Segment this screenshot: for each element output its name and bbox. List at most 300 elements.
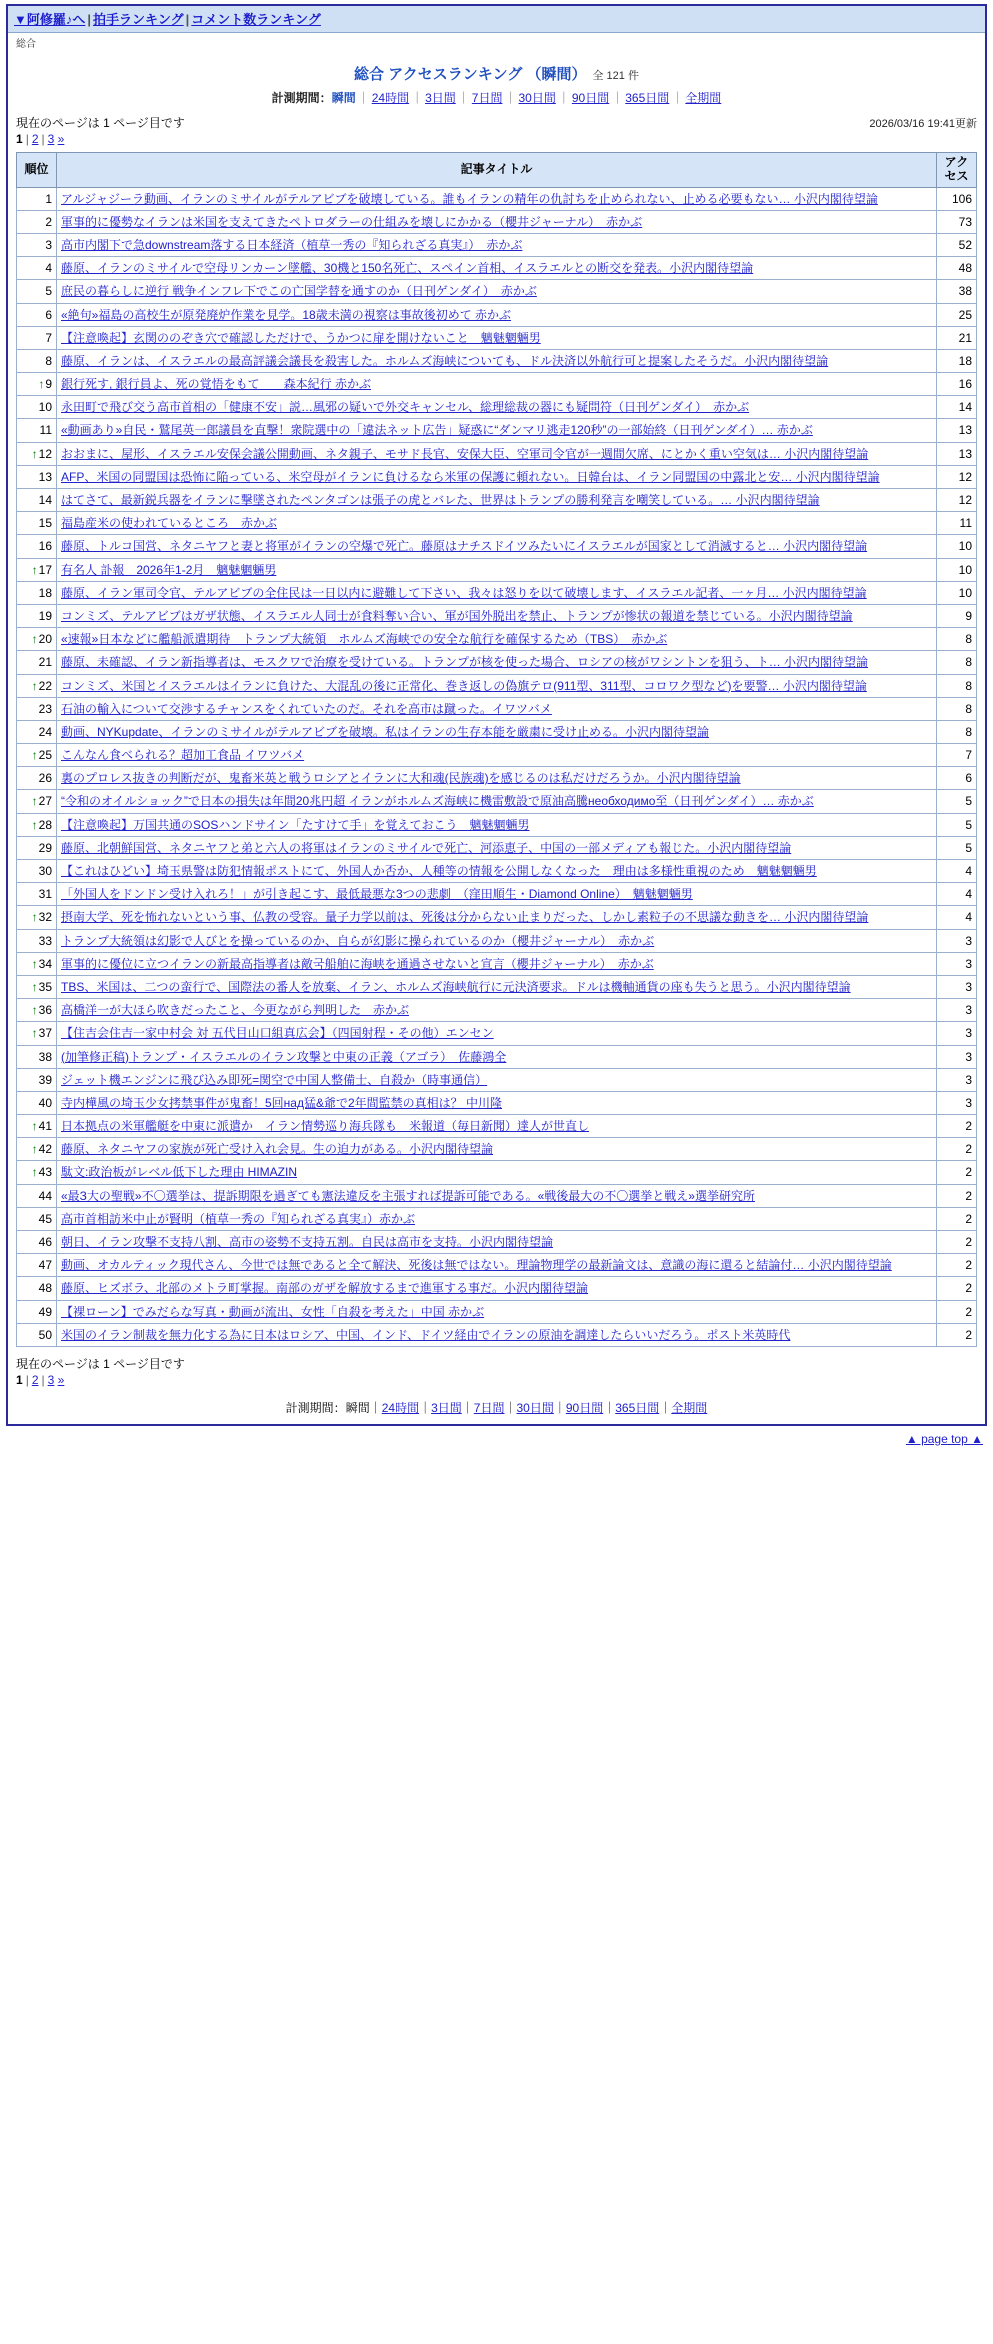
article-title-cell <box>57 1138 937 1161</box>
period-all-bottom[interactable]: 全期間 <box>671 1400 708 1415</box>
article-title-link[interactable]: «絶句»福島の高校生が原発廃炉作業を見学。18歳未満の視察は事故後初めて 赤かぶ <box>61 307 512 322</box>
rank-cell <box>17 512 57 535</box>
rank-cell <box>17 720 57 743</box>
rank-cell <box>17 1184 57 1207</box>
article-title-cell <box>57 975 937 998</box>
article-title-link[interactable]: アルジャジーラ動画、イランのミサイルがテルアビブを破壊している。誰もイランの精年の仇討ちを止められない、止める必要もない… 小沢内閣待望論 <box>61 191 878 206</box>
article-title-link[interactable]: 藤原、ヒズボラ、北部のメトラ町掌握。南部のガザを解放するまで進軍する事だ。小沢内閣待望論 <box>61 1281 589 1296</box>
rank-number: 21 <box>38 655 52 670</box>
rank-number: 14 <box>38 493 52 508</box>
table-row <box>17 1323 977 1346</box>
period-24h-bottom[interactable]: 24時間 <box>381 1400 420 1415</box>
article-title-cell <box>57 442 937 465</box>
rank-cell <box>17 883 57 906</box>
period-30d-bottom[interactable]: 30日間 <box>516 1400 554 1415</box>
status-bar-top <box>8 112 985 131</box>
rank-cell <box>17 581 57 604</box>
rank-number: 49 <box>38 1304 52 1319</box>
article-title-link[interactable]: TBS、米国は、二つの蛮行で、国際法の番人を放棄、イラン、ホルムズ海峡航行に元決済要求。ドルは機軸通貨の座も失うと思う。小沢内閣待望論 <box>61 979 851 994</box>
table-row <box>17 1091 977 1114</box>
rank-cell <box>17 1254 57 1277</box>
access-count-cell: 2 <box>937 1277 977 1300</box>
access-count-cell: 10 <box>937 558 977 581</box>
rank-cell <box>17 396 57 419</box>
rank-cell <box>17 373 57 396</box>
article-title-link[interactable]: 軍事的に優勢なイランは米国を支えてきたペトロダラーの仕組みを壊しにかかる（櫻井ジャーナル） 赤かぶ <box>61 214 643 229</box>
period-sep-t2: ｜ <box>411 91 424 105</box>
access-count-cell: 13 <box>937 419 977 442</box>
access-count-cell: 106 <box>937 187 977 210</box>
period-7d-bottom[interactable]: 7日間 <box>473 1400 505 1415</box>
pager-sep-t2: | <box>41 132 45 146</box>
article-title-cell <box>57 512 937 535</box>
period-sep-b3: ｜ <box>461 1400 474 1415</box>
nav-link-clap-ranking[interactable]: 拍手ランキング <box>93 12 184 27</box>
article-title-link[interactable]: 動画、NYKupdate、イランのミサイルがテルアビブを破壊。私はイランの生存本能を厳粛に受け止める。小沢内閣待望論 <box>61 724 709 739</box>
period-sep-b6: ｜ <box>603 1400 616 1415</box>
period-sep-b7: ｜ <box>659 1400 672 1415</box>
table-row <box>17 744 977 767</box>
nav-link-asyura[interactable]: ▼阿修羅♪へ <box>14 12 86 27</box>
article-title-cell <box>57 187 937 210</box>
article-title-link[interactable]: コンミズ、米国とイスラエルはイランに負けた、大混乱の後に正常化、巻き返しの偽旗テロ(911型、311型、コロワク型など)を要警… 小沢内閣待望論 <box>61 678 867 693</box>
rank-cell <box>17 1045 57 1068</box>
article-title-link[interactable]: 【注意喚起】玄関ののぞき穴で確認しただけで、うかつに扉を開けないこと 魑魅魍魎男 <box>61 330 541 345</box>
period-24h-top[interactable]: 24時間 <box>371 91 410 105</box>
article-title-link[interactable]: «動画あり»自民・鷲尾英一郎議員を直撃！衆院選中の「違法ネット広告」疑惑に“ダンマリ逃走120秒”の一部始終（日刊ゲンダイ）… 赤かぶ <box>61 423 813 438</box>
table-row <box>17 512 977 535</box>
rank-number: 3 <box>45 237 52 252</box>
access-count-cell: 8 <box>937 651 977 674</box>
top-navigation <box>8 6 985 33</box>
article-title-cell <box>57 883 937 906</box>
article-title-cell <box>57 1115 937 1138</box>
nav-link-comment-ranking[interactable]: コメント数ランキング <box>191 12 321 27</box>
article-title-link[interactable]: はてさて、最新鋭兵器をイランに撃墜されたペンタゴンは張子の虎とバレた、世界はトランプの勝利発言を嘲笑している。… 小沢内閣待望論 <box>61 493 820 508</box>
access-count-cell: 4 <box>937 906 977 929</box>
pager-sep-t1: | <box>25 132 29 146</box>
article-title-link[interactable]: 【裸ローン】でみだらな写真・動画が流出、女性「自殺を考えた」中国 赤かぶ <box>61 1304 485 1319</box>
article-title-link[interactable]: 動画、オカルティック現代さん、今世では無であると全て解決、死後は無ではない。理論物理学の最新論文は、意識の海に還ると結論付… 小沢内閣待望論 <box>61 1258 892 1273</box>
pager-current-bottom: 1 <box>16 1372 23 1387</box>
article-title-cell <box>57 465 937 488</box>
rank-number: 45 <box>38 1211 52 1226</box>
article-title-link[interactable]: 駄文:政治板がレベル低下した理由 HIMAZIN <box>61 1165 297 1180</box>
rank-up-arrow-icon: ↑ <box>31 1165 38 1180</box>
rank-cell <box>17 303 57 326</box>
table-row <box>17 906 977 929</box>
table-row <box>17 720 977 743</box>
article-title-cell <box>57 906 937 929</box>
rank-cell <box>17 744 57 767</box>
period-sep-t5: ｜ <box>557 91 570 105</box>
table-row <box>17 604 977 627</box>
rank-number: 6 <box>45 307 52 322</box>
rank-cell <box>17 1161 57 1184</box>
rank-cell <box>17 628 57 651</box>
period-selector-top <box>8 86 985 112</box>
article-title-link[interactable]: 藤原、イランのミサイルで空母リンカーン墜艦、30機と150名死亡、スペイン首相、イスラエルとの断交を発表。小沢内閣待望論 <box>61 261 754 276</box>
period-sep-b5: ｜ <box>553 1400 566 1415</box>
col-header-rank: 順位 <box>17 153 57 188</box>
table-row <box>17 419 977 442</box>
article-title-cell <box>57 744 937 767</box>
article-title-cell <box>57 373 937 396</box>
rank-number: 7 <box>45 330 52 345</box>
access-count-cell: 10 <box>937 535 977 558</box>
table-row <box>17 465 977 488</box>
article-title-cell <box>57 210 937 233</box>
period-current-top: 瞬間 <box>331 91 356 105</box>
article-title-cell <box>57 1068 937 1091</box>
article-title-cell <box>57 558 937 581</box>
article-title-cell <box>57 233 937 256</box>
article-title-cell <box>57 999 937 1022</box>
article-title-link[interactable]: 【注意喚起】万国共通のSOSハンドサイン「たすけて手」を覚えておこう 魑魅魍魎男 <box>61 817 530 832</box>
rank-number: 31 <box>38 887 52 902</box>
table-row <box>17 535 977 558</box>
current-page-status-bottom: 現在のページは 1 ページ目です <box>16 1356 185 1371</box>
table-row <box>17 674 977 697</box>
period-30d-top[interactable]: 30日間 <box>518 91 556 105</box>
access-count-cell: 3 <box>937 1068 977 1091</box>
access-count-cell: 52 <box>937 233 977 256</box>
total-count: 全 121 件 <box>592 70 639 82</box>
ranking-table <box>16 152 977 1347</box>
article-title-link[interactable]: 藤原、イラン軍司令官、テルアビブの全住民は一日以内に避難して下さい、我々は怒りを以て破壊します、イスラエル記者、一ヶ月… 小沢内閣待望論 <box>61 585 867 600</box>
article-title-cell <box>57 1300 937 1323</box>
table-row <box>17 1068 977 1091</box>
rank-up-arrow-icon: ↑ <box>31 1026 38 1041</box>
rank-cell <box>17 790 57 813</box>
article-title-cell <box>57 697 937 720</box>
access-count-cell: 4 <box>937 860 977 883</box>
rank-cell <box>17 604 57 627</box>
access-count-cell: 2 <box>937 1323 977 1346</box>
rank-up-arrow-icon: ↑ <box>31 794 38 809</box>
rank-number: 2 <box>45 214 52 229</box>
article-title-link[interactable]: 朝日、イラン攻撃不支持八割、高市の姿勢不支持五割。自民は高市を支持。小沢内閣待望論 <box>61 1235 554 1250</box>
article-title-cell <box>57 1184 937 1207</box>
article-title-link[interactable]: 庶民の暮らしに逆行 戦争インフレ下でこの亡国学替を通すのか（日刊ゲンダイ） 赤かぶ <box>61 284 537 299</box>
article-title-link[interactable]: 藤原、イランは、イスラエルの最高評議会議長を殺害した。ホルムズ海峡についても、ドル決済以外航行可と提案したそうだ。小沢内閣待望論 <box>61 353 829 368</box>
article-title-cell <box>57 349 937 372</box>
period-label-bottom: 計測期間： <box>285 1400 346 1415</box>
article-title-link[interactable]: コンミズ、テルアビブはガザ状態、イスラエル人同士が食料奪い合い、軍が国外脱出を禁止、トランプが惨状の報道を禁じている。小沢内閣待望論 <box>61 608 853 623</box>
article-title-link[interactable]: 藤原、ネタニヤフの家族が死亡受け入れ会見。生の迫力がある。小沢内閣待望論 <box>61 1142 494 1157</box>
article-title-link[interactable]: 軍事的に優位に立つイランの新最高指導者は敵국船舶に海峡を通過させないと宣言（櫻井ジャーナル） 赤かぶ <box>61 956 654 971</box>
rank-cell <box>17 651 57 674</box>
rank-cell <box>17 860 57 883</box>
article-title-cell <box>57 1323 937 1346</box>
rank-up-arrow-icon: ↑ <box>31 979 38 994</box>
table-row <box>17 1207 977 1230</box>
updated-timestamp: 2026/03/16 19:41更新 <box>869 118 977 130</box>
article-title-link[interactable]: トランプ大統領は幻影で人びとを操っているのか、自らが幻影に操られているのか（櫻井ジャーナル） 赤かぶ <box>61 933 655 948</box>
table-row <box>17 326 977 349</box>
period-sep-t6: ｜ <box>611 91 624 105</box>
access-count-cell: 2 <box>937 1184 977 1207</box>
table-row <box>17 813 977 836</box>
rank-number: 30 <box>38 864 52 879</box>
article-title-cell <box>57 1231 937 1254</box>
table-row <box>17 1277 977 1300</box>
rank-cell <box>17 442 57 465</box>
access-count-cell: 2 <box>937 1207 977 1230</box>
ranking-table-body <box>17 187 977 1346</box>
rank-number: 41 <box>38 1119 52 1134</box>
rank-up-arrow-icon: ↑ <box>31 562 38 577</box>
pager-sep-b2: | <box>41 1372 45 1387</box>
article-title-link[interactable]: 藤原、トルコ国営、ネタニヤフと妻と将軍がイランの空爆で死亡。藤原はナチスドイツみたいにイスラエルが国家として消滅すると… 小沢内閣待望論 <box>61 539 868 554</box>
article-title-link[interactable]: 裏のプロレス抜きの判断だが、鬼畜米英と戦うロシアとイランに大和魂(民族魂)を感じるのは私だけだろうか。小沢内閣待望論 <box>61 771 741 786</box>
rank-number: 34 <box>38 956 52 971</box>
rank-cell <box>17 674 57 697</box>
access-count-cell: 14 <box>937 396 977 419</box>
article-title-link[interactable]: «速報»日本などに艦船派遣期待 トランプ大統領 ホルムズ海峡での安全な航行を確保するため（TBS） 赤かぶ <box>61 632 668 647</box>
period-90d-bottom[interactable]: 90日間 <box>565 1400 604 1415</box>
article-title-cell <box>57 1254 937 1277</box>
access-count-cell: 13 <box>937 442 977 465</box>
rank-number: 32 <box>38 910 52 925</box>
article-title-link[interactable]: AFP、米国の同盟国は恐怖に陥っている、米空母がイランに負けるなら米軍の保護に頼れない。日韓台は、イラン同盟国の中露北と安… 小沢内閣待望論 <box>61 469 880 484</box>
article-title-cell <box>57 767 937 790</box>
rank-number: 16 <box>38 539 52 554</box>
rank-cell <box>17 1068 57 1091</box>
table-row <box>17 1115 977 1138</box>
access-count-cell: 3 <box>937 1045 977 1068</box>
article-title-cell <box>57 280 937 303</box>
table-row <box>17 767 977 790</box>
access-count-cell: 21 <box>937 326 977 349</box>
nav-separator-2: | <box>185 12 190 27</box>
rank-number: 50 <box>38 1327 52 1342</box>
rank-cell <box>17 836 57 859</box>
rank-number: 37 <box>38 1026 52 1041</box>
article-title-link[interactable]: 摂南大学、死を怖れないという事、仏教の受容。量子力学以前は、死後は分からない止まりだった、しかし素粒子の不思議な動きを… 小沢内閣待望論 <box>61 910 869 925</box>
table-row <box>17 581 977 604</box>
rank-number: 26 <box>38 771 52 786</box>
table-row <box>17 303 977 326</box>
access-count-cell: 5 <box>937 790 977 813</box>
rank-number: 42 <box>38 1142 52 1157</box>
pager-top <box>8 131 985 152</box>
rank-up-arrow-icon: ↑ <box>31 1142 38 1157</box>
status-bar-bottom <box>8 1353 985 1372</box>
rank-up-arrow-icon: ↑ <box>31 817 38 832</box>
access-count-cell: 4 <box>937 883 977 906</box>
period-current-bottom: 瞬間 <box>345 1400 370 1415</box>
access-count-cell: 2 <box>937 1300 977 1323</box>
table-row <box>17 489 977 512</box>
pager-next-bottom[interactable]: » <box>57 1372 65 1387</box>
table-row <box>17 999 977 1022</box>
article-title-link[interactable]: こんなん食べられる？超加工食品 イワツバメ <box>61 748 305 763</box>
article-title-cell <box>57 860 937 883</box>
period-sep-t4: ｜ <box>504 91 517 105</box>
rank-number: 40 <box>38 1095 52 1110</box>
access-count-cell: 16 <box>937 373 977 396</box>
table-row <box>17 1300 977 1323</box>
rank-cell <box>17 952 57 975</box>
rank-number: 23 <box>38 701 52 716</box>
article-title-link[interactable]: 「外国人をドンドン受け入れろ！」が引き起こす、最低最悪な3つの悲劇 （窪田順生・Diamond Online） 魑魅魍魎男 <box>61 887 693 902</box>
table-row <box>17 790 977 813</box>
rank-number: 24 <box>38 724 52 739</box>
article-title-link[interactable]: “令和のオイルショック”で日本の損失は年間20兆円超 イランがホルムズ海峡に機雷敷設で原油高騰необходимо至（日刊ゲンダイ）… 赤かぶ <box>61 794 814 809</box>
article-title-link[interactable]: 藤原、未確認、イラン新指導者は、モスクワで治療を受けている。トランプが核を使った場合、ロシアの核がワシントンを狙う、ト… 小沢内閣待望論 <box>61 655 869 670</box>
rank-cell <box>17 326 57 349</box>
article-title-cell <box>57 535 937 558</box>
article-title-cell <box>57 396 937 419</box>
period-365d-top[interactable]: 365日間 <box>625 91 670 105</box>
rank-number: 38 <box>38 1049 52 1064</box>
access-count-cell: 3 <box>937 975 977 998</box>
period-sep-b1: ｜ <box>369 1400 382 1415</box>
article-title-link[interactable]: 銀行死す, 銀行員よ、死の覚悟をもて 森本紀行 赤かぶ <box>61 377 372 392</box>
rank-cell <box>17 349 57 372</box>
article-title-cell <box>57 628 937 651</box>
access-count-cell: 6 <box>937 767 977 790</box>
rank-cell <box>17 187 57 210</box>
rank-up-arrow-icon: ↑ <box>31 910 38 925</box>
access-count-cell: 8 <box>937 720 977 743</box>
rank-cell <box>17 1300 57 1323</box>
rank-number: 39 <box>38 1072 52 1087</box>
rank-up-arrow-icon: ↑ <box>31 678 38 693</box>
article-title-link[interactable]: ジェット機エンジンに飛び込み即死=関空で中国人整備士、自殺か（時事通信） <box>61 1072 488 1087</box>
pager-page-2-bottom[interactable]: 2 <box>31 1372 39 1387</box>
article-title-link[interactable]: 高市内閣下で急downstream落する日本経済（植草一秀の『知られざる真実』） 赤かぶ <box>61 237 523 252</box>
article-title-link[interactable]: 日本拠点の米軍艦艇を中東に派遣か イラン情勢巡り海兵隊も 米報道（毎日新聞）達人が世直し <box>61 1119 590 1134</box>
rank-number: 9 <box>45 377 52 392</box>
page-root <box>0 4 993 1454</box>
rank-cell <box>17 558 57 581</box>
article-title-cell <box>57 1091 937 1114</box>
pager-next-top[interactable]: » <box>57 132 65 146</box>
period-7d-top[interactable]: 7日間 <box>471 91 503 105</box>
table-row <box>17 442 977 465</box>
period-365d-bottom[interactable]: 365日間 <box>615 1400 660 1415</box>
article-title-link[interactable]: 【これはひどい】埼玉県警は防犯情報ポストにて、外国人か否か、人種等の情報を公開しなくなった 理由は多様性重視のため 魑魅魍魎男 <box>61 864 817 879</box>
article-title-link[interactable]: 米国のイラン制裁を無力化する為に日本はロシア、中国、インド、ドイツ経由でイランの原油を調達したらいいだろう。ポスト米英時代 <box>61 1327 791 1342</box>
rank-number: 44 <box>38 1188 52 1203</box>
table-row <box>17 628 977 651</box>
table-row <box>17 1254 977 1277</box>
rank-number: 43 <box>38 1165 52 1180</box>
article-title-link[interactable]: 石油の輸入について交渉するチャンスをくれていたのだ。それを高市は蹴った。イワツバメ <box>61 701 552 716</box>
pager-bottom <box>8 1372 985 1393</box>
pager-current-top: 1 <box>16 132 23 146</box>
rank-cell <box>17 906 57 929</box>
article-title-link[interactable]: 永田町で飛び交う高市首相の「健康不安」説…風邪の疑いで外交キャンセル、総理総裁の器にも疑問符（日刊ゲンダイ） 赤かぶ <box>61 400 750 415</box>
article-title-cell <box>57 720 937 743</box>
rank-cell <box>17 999 57 1022</box>
table-row <box>17 396 977 419</box>
current-page-status-top: 現在のページは 1 ページ目です <box>16 116 185 130</box>
period-sep-t3: ｜ <box>457 91 470 105</box>
rank-number: 47 <box>38 1258 52 1273</box>
ranking-panel <box>6 4 987 1426</box>
article-title-cell <box>57 419 937 442</box>
access-count-cell: 3 <box>937 929 977 952</box>
article-title-link[interactable]: 福島産米の使われているところ 赤かぶ <box>61 516 278 531</box>
pager-page-2-top[interactable]: 2 <box>31 132 39 146</box>
rank-cell <box>17 1323 57 1346</box>
access-count-cell: 8 <box>937 697 977 720</box>
page-top-link[interactable]: ▲ page top ▲ <box>905 1431 983 1446</box>
rank-number: 18 <box>38 585 52 600</box>
article-title-cell <box>57 604 937 627</box>
table-row <box>17 1231 977 1254</box>
period-sep-t1: ｜ <box>357 91 370 105</box>
rank-cell <box>17 1277 57 1300</box>
article-title-link[interactable]: 有名人 訃報 2026年1-2月 魑魅魍魎男 <box>61 562 277 577</box>
rank-number: 13 <box>38 469 52 484</box>
rank-cell <box>17 929 57 952</box>
rank-cell <box>17 210 57 233</box>
nav-separator-1: | <box>87 12 92 27</box>
table-row <box>17 349 977 372</box>
period-sep-b2: ｜ <box>419 1400 432 1415</box>
article-title-cell <box>57 836 937 859</box>
article-title-cell <box>57 952 937 975</box>
period-3d-top[interactable]: 3日間 <box>425 91 456 105</box>
rank-cell <box>17 257 57 280</box>
article-title-link[interactable]: 高市首相訪米中止が賢明（植草一秀の『知られざる真実』）赤かぶ <box>61 1211 416 1226</box>
page-title <box>8 53 985 86</box>
rank-cell <box>17 813 57 836</box>
rank-cell <box>17 535 57 558</box>
article-title-link[interactable]: 【住吉会住吉一家中村会 対 五代目山口組真広会】（四国射程・その他）エンセン <box>61 1026 494 1041</box>
access-count-cell: 5 <box>937 836 977 859</box>
article-title-link[interactable]: 高橋洋一が大ほら吹きだったこと、今更ながら判明した 赤かぶ <box>61 1003 410 1018</box>
table-row <box>17 836 977 859</box>
article-title-link[interactable]: (加筆修正稿)トランプ・イスラエルのイラン攻撃と中東の正義（アゴラ） 佐藤鴻全 <box>61 1049 507 1064</box>
access-count-cell: 18 <box>937 349 977 372</box>
article-title-cell <box>57 1022 937 1045</box>
access-count-cell: 11 <box>937 512 977 535</box>
access-count-cell: 7 <box>937 744 977 767</box>
rank-cell <box>17 233 57 256</box>
pager-page-3-bottom[interactable]: 3 <box>47 1372 55 1387</box>
article-title-cell <box>57 790 937 813</box>
rank-cell <box>17 1115 57 1138</box>
rank-number: 22 <box>38 678 52 693</box>
article-title-link[interactable]: 寺内樺風の埼玉少女拷禁事件が鬼畜！5回над猛&爺で2年間監禁の真相は？ 中川隆 <box>61 1095 502 1110</box>
rank-cell <box>17 465 57 488</box>
pager-page-3-top[interactable]: 3 <box>47 132 55 146</box>
article-title-link[interactable]: «最З大の聖戦»不〇選挙は、提訴期限を過ぎても憲法違反を主張すれば提訴可能である。«戦後最大の不〇選挙と戦え»選挙研究所 <box>61 1188 755 1203</box>
table-row <box>17 233 977 256</box>
article-title-link[interactable]: おおまに、屋形、イスラエル安保会議公開動画、ネタ親子、モサド長官、安保大臣、空軍司令官が一週間欠席、にとかく重い空気は… 小沢内閣待望論 <box>61 446 869 461</box>
article-title-cell <box>57 674 937 697</box>
period-3d-bottom[interactable]: 3日間 <box>431 1400 462 1415</box>
rank-cell <box>17 1022 57 1045</box>
article-title-cell <box>57 1277 937 1300</box>
rank-number: 35 <box>38 979 52 994</box>
access-count-cell: 3 <box>937 999 977 1022</box>
table-row <box>17 952 977 975</box>
access-count-cell: 48 <box>937 257 977 280</box>
period-90d-top[interactable]: 90日間 <box>571 91 610 105</box>
article-title-cell <box>57 1207 937 1230</box>
breadcrumb: 総合 <box>8 33 985 53</box>
period-all-top[interactable]: 全期間 <box>685 91 722 105</box>
article-title-link[interactable]: 藤原、北朝鮮国営、ネタニヤフと弟と六人の将軍はイランのミサイルで死亡、河添恵子、中国の一部メディアも報じた。小沢内閣待望論 <box>61 840 792 855</box>
article-title-cell <box>57 929 937 952</box>
access-count-cell: 9 <box>937 604 977 627</box>
